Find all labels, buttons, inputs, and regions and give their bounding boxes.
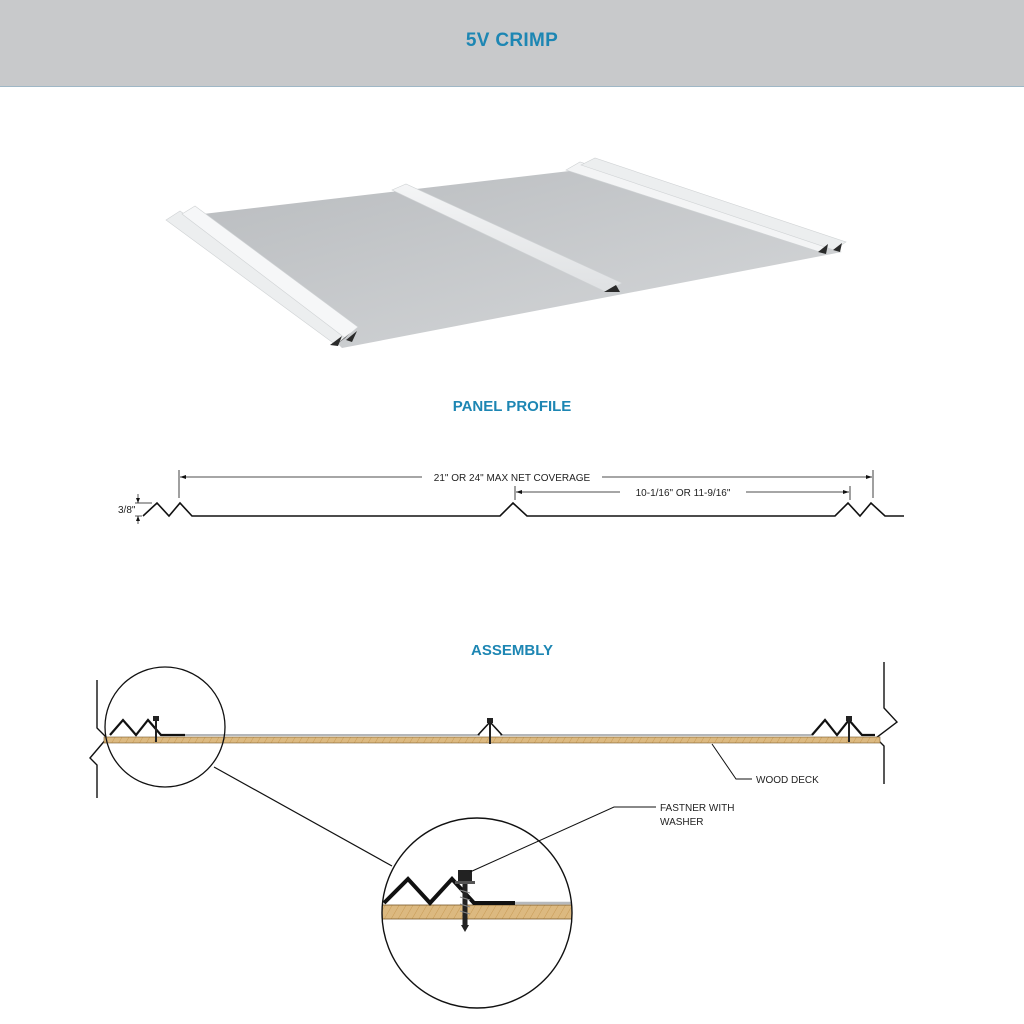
wood-deck [104, 737, 880, 743]
assembly-left-ribs [110, 720, 185, 735]
profile-line [143, 503, 904, 516]
height-label: 3/8" [118, 505, 136, 516]
assembly-right-ribs [812, 720, 875, 735]
zoom-panel-ribs [384, 879, 515, 903]
panel-profile-drawing [118, 470, 904, 524]
zoom-detail [370, 803, 734, 1008]
fastener-label-line2: WASHER [660, 817, 704, 828]
panel-profile-title: PANEL PROFILE [452, 398, 572, 415]
wood-deck-label: WOOD DECK [756, 775, 819, 786]
wood-deck-leader [712, 744, 752, 779]
assembly-drawing [90, 662, 897, 866]
panel-sheet [203, 170, 842, 348]
zoom-wood-deck [370, 905, 590, 919]
detail-callout-circle [105, 667, 225, 787]
panel-3d-illustration [166, 158, 846, 348]
page-title: 5V CRIMP [465, 30, 559, 51]
fastener-label-line1: FASTNER WITH [660, 803, 735, 814]
assembly-title: ASSEMBLY [471, 642, 553, 659]
detail-connector-line [214, 767, 392, 866]
coverage-label: 21" OR 24" MAX NET COVERAGE [433, 473, 591, 484]
right-break-line [876, 662, 897, 784]
spacing-label: 10-1/16" OR 11-9/16" [635, 488, 731, 499]
fastener-leader [470, 807, 656, 872]
